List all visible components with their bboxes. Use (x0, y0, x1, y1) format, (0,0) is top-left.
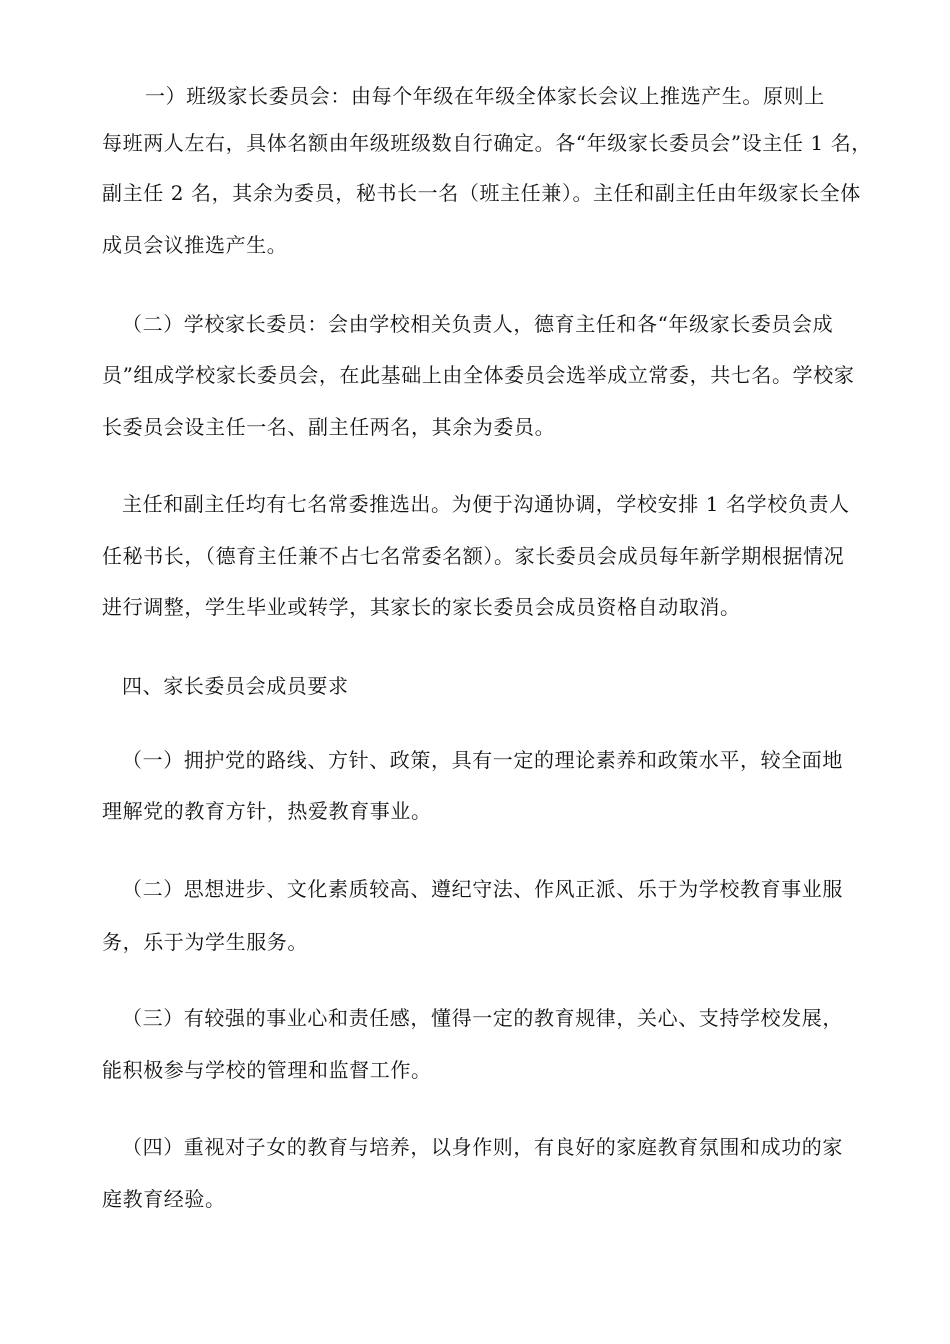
text-line: 长委员会设主任一名、副主任两名，其余为委员。 (102, 415, 556, 439)
text-line: （四）重视对子女的教育与培养，以身作则，有良好的家庭教育氛围和成功的家 (122, 1135, 843, 1159)
text-line: 一）班级家长委员会：由每个年级在年级全体家长会议上推选产生。原则上 (145, 84, 825, 108)
text-line: （二）思想进步、文化素质较高、遵纪守法、作风正派、乐于为学校教育事业服 (122, 877, 843, 901)
text-line: 庭教育经验。 (102, 1187, 226, 1211)
text-line: 副主任 2 名，其余为委员，秘书长一名（班主任兼）。主任和副主任由年级家长全体 (102, 181, 861, 205)
section-heading: 四、家长委员会成员要求 (122, 674, 349, 698)
text-line: 能积极参与学校的管理和监督工作。 (102, 1058, 432, 1082)
text-line: 每班两人左右，具体名额由年级班级数自行确定。各“年级家长委员会”设主任 1 名， (102, 131, 872, 155)
text-line: 成员会议推选产生。 (102, 233, 288, 257)
text-line: （一）拥护党的路线、方针、政策，具有一定的理论素养和政策水平，较全面地 (122, 748, 843, 772)
text-line: 务，乐于为学生服务。 (102, 930, 308, 954)
text-line: （二）学校家长委员：会由学校相关负责人，德育主任和各“年级家长委员会成 (122, 312, 834, 336)
text-line: 任秘书长，（德育主任兼不占七名常委名额）。家长委员会成员每年新学期根据情况 (102, 544, 845, 568)
text-line: 进行调整，学生毕业或转学，其家长的家长委员会成员资格自动取消。 (102, 595, 741, 619)
text-line: 理解党的教育方针，热爱教育事业。 (102, 799, 432, 823)
text-line: 主任和副主任均有七名常委推选出。为便于沟通协调，学校安排 1 名学校负责人 (122, 492, 850, 516)
text-line: 员”组成学校家长委员会，在此基础上由全体委员会选举成立常委，共七名。学校家 (102, 363, 855, 387)
text-line: （三）有较强的事业心和责任感，懂得一定的教育规律，关心、支持学校发展， (122, 1006, 843, 1030)
